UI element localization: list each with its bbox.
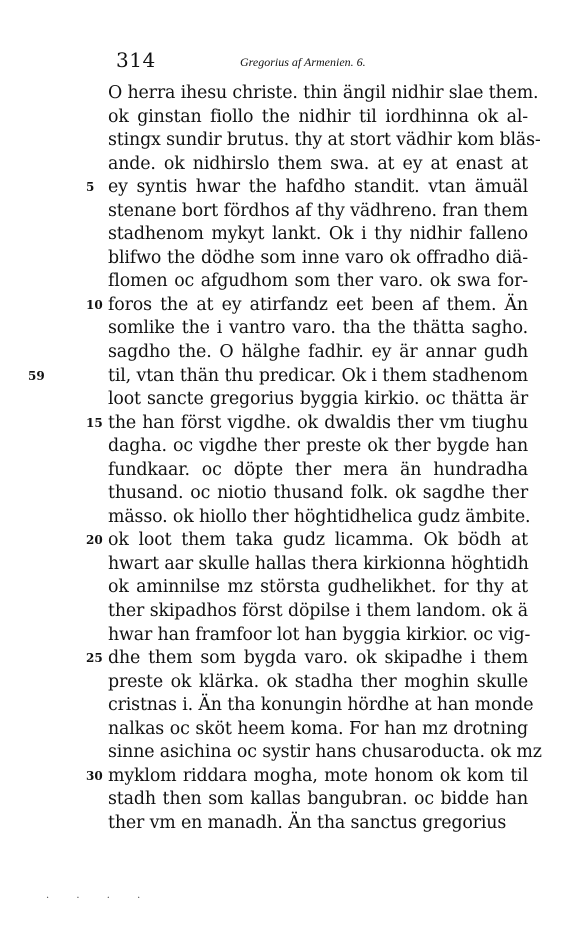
text-line bbox=[0, 459, 568, 483]
line-text: mässo. ok hiollo ther höghtidhelica gudz ämbite. bbox=[108, 506, 531, 527]
text-line bbox=[0, 576, 568, 600]
line-number: 20 bbox=[86, 533, 103, 548]
text-line bbox=[0, 718, 568, 742]
text-line bbox=[0, 553, 568, 577]
line-text: somlike the i vantro varo. tha the thätta sagho. bbox=[108, 318, 528, 339]
text-line bbox=[0, 294, 568, 318]
line-text: ey syntis hwar the hafdho standit. vtan ämuäl bbox=[108, 177, 528, 198]
line-text: ther skipadhos först döpilse i them landom. ok ä bbox=[108, 601, 528, 622]
line-number: 15 bbox=[86, 415, 103, 430]
line-number: 10 bbox=[86, 297, 103, 312]
line-number: 30 bbox=[86, 768, 103, 783]
line-text: nalkas oc sköt heem koma. For han mz drotning bbox=[108, 718, 528, 739]
line-text: ok aminnilse mz största gudhelikhet. for thy at bbox=[108, 577, 528, 598]
text-line bbox=[0, 388, 568, 412]
line-text: hwart aar skulle hallas thera kirkionna höghtidh bbox=[108, 553, 529, 574]
line-text: stadh then som kallas bangubran. oc bidde han bbox=[108, 789, 528, 810]
line-text: til, vtan thän thu predicar. Ok i them stadhenom bbox=[108, 365, 528, 386]
margin-note: 59 bbox=[28, 368, 45, 383]
text-line bbox=[0, 129, 568, 153]
text-line bbox=[0, 435, 568, 459]
text-line bbox=[0, 529, 568, 553]
line-text: dhe them som bygda varo. ok skipadhe i them bbox=[108, 648, 528, 669]
line-text: hwar han framfoor lot han byggia kirkior. oc vig- bbox=[108, 624, 531, 645]
text-line bbox=[0, 600, 568, 624]
page-number: 314 bbox=[116, 48, 156, 72]
text-line bbox=[0, 223, 568, 247]
text-line bbox=[0, 341, 568, 365]
line-text: blifwo the dödhe som inne varo ok offradho diä- bbox=[108, 247, 528, 268]
text-line bbox=[0, 270, 568, 294]
text-line bbox=[0, 812, 568, 836]
text-line bbox=[0, 671, 568, 695]
body-text bbox=[0, 82, 568, 836]
line-text: stingx sundir brutus. thy at stort vädhir kom bläs- bbox=[108, 130, 541, 151]
line-text: fundkaar. oc döpte ther mera än hundradha bbox=[108, 459, 528, 480]
text-line bbox=[0, 153, 568, 177]
text-line bbox=[0, 106, 568, 130]
text-line bbox=[0, 647, 568, 671]
line-number: 25 bbox=[86, 651, 103, 666]
line-number: 5 bbox=[86, 180, 95, 195]
text-line bbox=[0, 624, 568, 648]
line-text: stadhenom mykyt lankt. Ok i thy nidhir falleno bbox=[108, 224, 528, 245]
text-line bbox=[0, 200, 568, 224]
line-text: ther vm en manadh. Än tha sanctus gregorius bbox=[108, 812, 507, 833]
line-text: cristnas i. Än tha konungin hördhe at han monde bbox=[108, 695, 534, 716]
print-specks: · · · · bbox=[46, 893, 153, 904]
line-text: ande. ok nidhirslo them swa. at ey at enast at bbox=[108, 153, 528, 174]
line-text: dagha. oc vigdhe ther preste ok ther bygde han bbox=[108, 436, 528, 457]
line-text: sinne asichina oc systir hans chusaroducta. ok mz bbox=[108, 742, 542, 763]
line-text: flomen oc afgudhom som ther varo. ok swa for- bbox=[108, 271, 528, 292]
text-line bbox=[0, 176, 568, 200]
line-text: stenane bort fördhos af thy vädhreno. fran them bbox=[108, 200, 528, 221]
text-line bbox=[0, 365, 568, 389]
text-line bbox=[0, 82, 568, 106]
text-line bbox=[0, 412, 568, 436]
text-line bbox=[0, 247, 568, 271]
text-line bbox=[0, 765, 568, 789]
text-line bbox=[0, 506, 568, 530]
line-text: ok ginstan fiollo the nidhir til iordhinna ok al- bbox=[108, 106, 528, 127]
line-text: foros the at ey atirfandz eet been af them. Än bbox=[108, 294, 528, 315]
text-line bbox=[0, 317, 568, 341]
text-line bbox=[0, 482, 568, 506]
line-text: O herra ihesu christe. thin ängil nidhir slae them. bbox=[108, 83, 539, 103]
line-text: the han först vigdhe. ok dwaldis ther vm tiughu bbox=[108, 412, 528, 433]
running-head: Gregorius af Armenien. 6. bbox=[240, 55, 366, 69]
line-text: ok loot them taka gudz licamma. Ok bödh at bbox=[108, 530, 528, 551]
line-text: loot sancte gregorius byggia kirkio. oc thätta är bbox=[108, 389, 528, 410]
text-line bbox=[0, 741, 568, 765]
line-text: thusand. oc niotio thusand folk. ok sagdhe ther bbox=[108, 483, 528, 504]
line-text: myklom riddara mogha, mote honom ok kom til bbox=[108, 765, 528, 786]
text-line bbox=[0, 788, 568, 812]
line-text: preste ok klärka. ok stadha ther moghin skulle bbox=[108, 671, 528, 692]
text-line bbox=[0, 694, 568, 718]
line-text: sagdho the. O hälghe fadhir. ey är annar gudh bbox=[108, 342, 528, 363]
